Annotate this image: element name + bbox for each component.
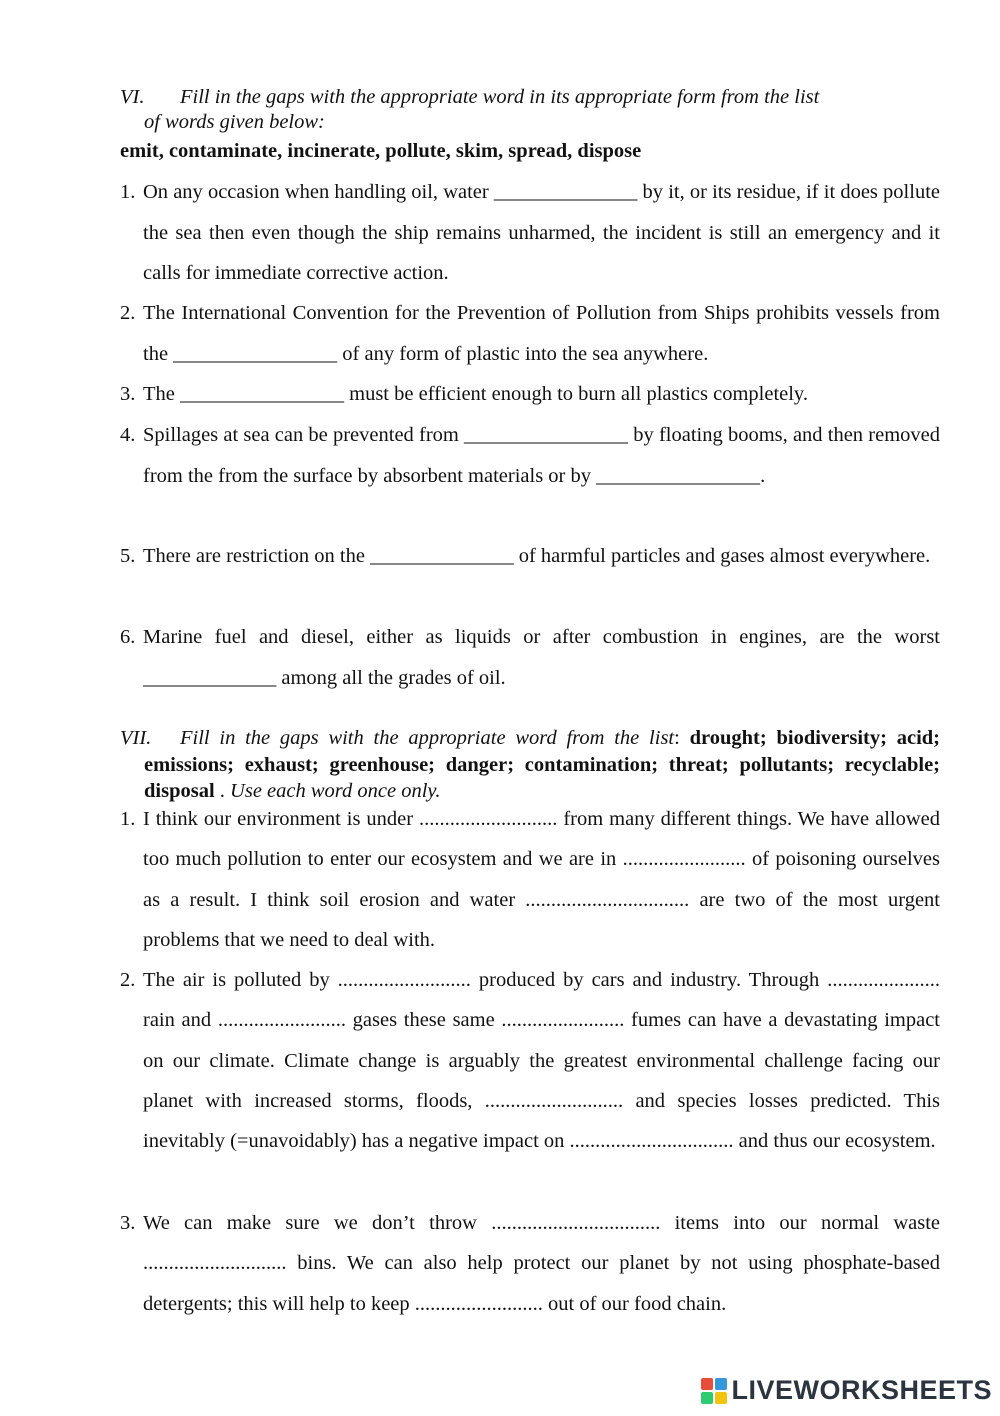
section-6-item-4 <box>120 415 940 496</box>
item-number: 1. <box>120 808 136 830</box>
item-text: The air is polluted by .......................... produced by cars and industry. Through ...................... rain and ......................... gases these same ........................ fumes can have a devastating impact on our climate. Climate change is arguably the greatest environmental challenge facing our planet with increased storms, floods, ........................... and species losses predicted. This inevitably (=unavoidably) has a negative impact on ................................ and thus our ecosystem. <box>143 969 940 1153</box>
logo-square-4 <box>715 1392 727 1404</box>
section-6-item-5 <box>120 536 940 577</box>
item-text: The International Convention for the Prevention of Pollution from Ships prohibits vessels from the ________________ of any form of plastic into the sea anywhere. <box>143 302 940 365</box>
item-number: 1. <box>120 181 136 203</box>
item-text: We can make sure we don’t throw ................................. items into our normal waste ............................ bins. We can also help protect our planet by not using phosphate-based detergents; this will help to keep ......................... out of our food chain. <box>143 1212 940 1315</box>
item-number: 4. <box>120 424 136 446</box>
section-7-tail: . <box>214 780 231 802</box>
section-7-instruction <box>120 725 940 805</box>
section-7-item-1 <box>120 799 940 960</box>
logo-square-3 <box>701 1392 713 1404</box>
item-number: 2. <box>120 302 136 324</box>
section-6-instruction-line2: of words given below: <box>144 111 325 133</box>
item-text: There are restriction on the ______________ of harmful particles and gases almost everywhere. <box>143 545 931 567</box>
logo-text: LIVEWORKSHEETS <box>731 1375 992 1405</box>
section-7-use-once: Use each word once only. <box>230 780 441 802</box>
section-6-item-1 <box>120 172 940 294</box>
section-7-item-2 <box>120 960 940 1161</box>
section-7-number: VII. <box>120 727 152 749</box>
section-6-number: VI. <box>120 86 145 108</box>
section-7-colon: : <box>674 727 680 749</box>
section-6-heading <box>120 85 940 135</box>
item-number: 2. <box>120 969 136 991</box>
item-number: 5. <box>120 545 136 567</box>
item-number: 3. <box>120 1212 136 1234</box>
liveworksheets-logo[interactable] <box>701 1375 992 1406</box>
section-6-item-6 <box>120 617 940 698</box>
logo-square-1 <box>701 1378 713 1390</box>
item-text: The ________________ must be efficient enough to burn all plastics completely. <box>143 383 808 405</box>
section-7-item-3 <box>120 1203 940 1324</box>
item-number: 3. <box>120 383 136 405</box>
section-7-word-list: drought; biodiversity; acid; emissions; exhaust; greenhouse; danger; contamination; threat; pollutants; recyclable; disposal <box>144 727 941 802</box>
item-text: Spillages at sea can be prevented from ________________ by floating booms, and then removed from the from the surface by absorbent materials or by ________________. <box>143 424 940 487</box>
item-text: I think our environment is under ........................... from many different things. We have allowed too much pollution to enter our ecosystem and we are in ........................ of poisoning ourselves as a result. I think soil erosion and water ................................ are two of the most urgent problems that we need to deal with. <box>143 808 940 951</box>
section-6-item-2 <box>120 293 940 374</box>
section-6-item-3 <box>120 374 940 415</box>
item-text: On any occasion when handling oil, water ______________ by it, or its residue, if it does pollute the sea then even though the ship remains unharmed, the incident is still an emergency and it calls for immediate corrective action. <box>143 181 940 284</box>
section-7-instruction-text: Fill in the gaps with the appropriate word from the list <box>180 727 675 749</box>
section-6-instruction-line1: Fill in the gaps with the appropriate word in its appropriate form from the list <box>180 86 820 108</box>
logo-square-2 <box>715 1378 727 1390</box>
item-text: Marine fuel and diesel, either as liquids or after combustion in engines, are the worst _____________ among all the grades of oil. <box>143 626 940 689</box>
section-7-heading <box>120 725 940 805</box>
logo-mark-icon <box>701 1378 727 1404</box>
item-number: 6. <box>120 626 136 648</box>
section-6-word-list: emit, contaminate, incinerate, pollute, skim, spread, dispose <box>120 140 642 162</box>
